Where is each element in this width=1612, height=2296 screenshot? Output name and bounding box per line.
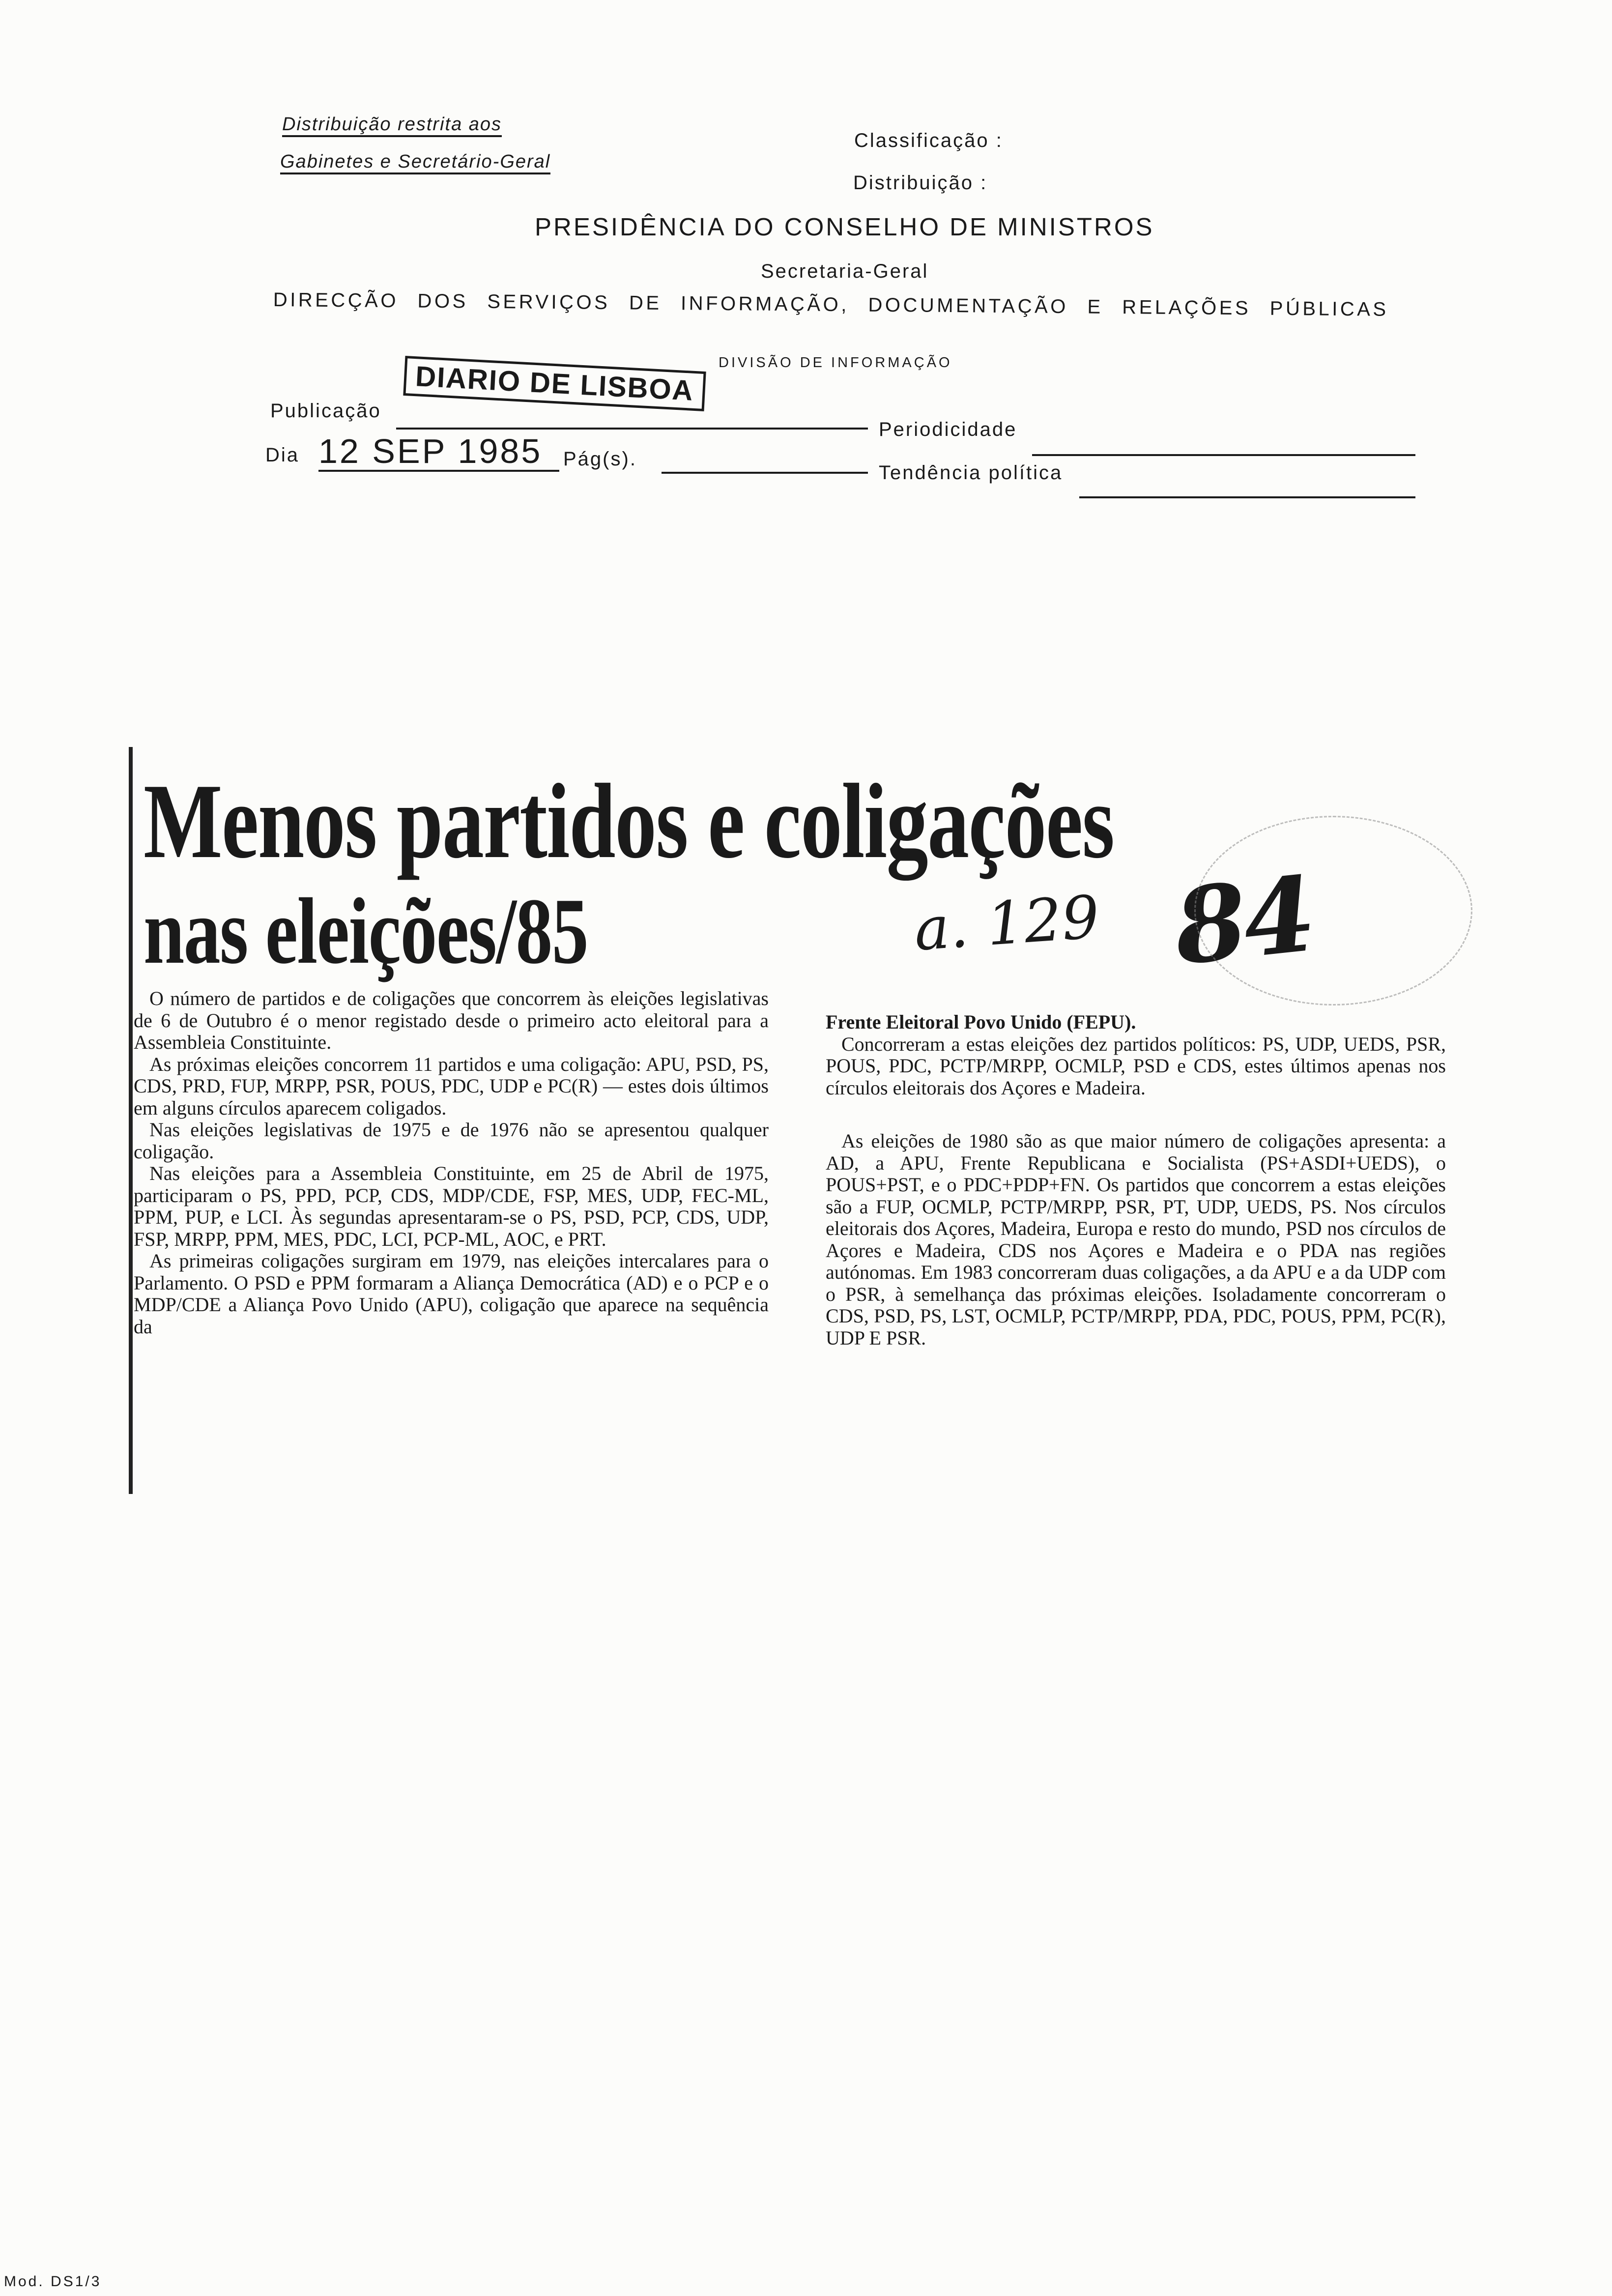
political-tendency-label: Tendência política [879,462,1063,484]
secretariat-title: Secretaria-Geral [761,260,929,282]
article-paragraph: Nas eleições legislativas de 1975 e de 1976 não se apresentou qualquer coligação. [134,1119,769,1163]
restricted-distribution-line2: Gabinetes e Secretário-Geral [280,151,550,174]
periodicity-field [1032,454,1415,456]
periodicity-label: Periodicidade [879,419,1017,440]
article-paragraph: As próximas eleições concorrem 11 partidos e uma coligação: APU, PSD, PS, CDS, PRD, FUP, MRPP, PSR, POUS, PDC, UDP e PC(R) — estes dois últimos em alguns círculos aparecem coligados. [134,1053,769,1119]
publication-stamp [403,356,706,411]
division-title: DIVISÃO DE INFORMAÇÃO [719,355,952,371]
article-paragraph: As primeiras coligações surgiram em 1979, nas eleições intercalares para o Parlamento. O PSD e PPM formaram a Aliança Democrática (AD) e o PCP e o MDP/CDE a Aliança Povo Unido (APU), coligação que aparece na sequência da [134,1250,769,1338]
day-label: Dia [265,444,300,466]
article-paragraph: Frente Eleitoral Povo Unido (FEPU). [826,1011,1136,1033]
article-paragraph: Concorreram a estas eleições dez partidos políticos: PS, UDP, UEDS, PSR, POUS, PDC, PCTP/MRPP, OCMLP, PSD e CDS, estes últimos apenas nos círculos eleitorais dos Açores e Madeira. [826,1033,1446,1099]
article-paragraph: As eleições de 1980 são as que maior número de coligações apresenta: a AD, a APU, Frente Republicana e Socialista (PS+ASDI+UEDS), o POUS+PST, e o PDC+PDP+FN. Os partidos que concorrem a estas eleições são a FUP, OCMLP, PCTP/MRPP, PSR, PT, UDP, UEDS, PS. Nos círculos eleitorais dos Açores, Madeira, Europa e resto do mundo, PSD nos círculos de Açores e Madeira, CDS nos Açores e Madeira e o PDA nas regiões autónomas. Em 1983 concorreram duas coligações, a da APU e a da UDP com o PSR, à semelhança das próximas eleições. Isoladamente concorreram o CDS, PSD, PS, LST, OCMLP, PCTP/MRPP, PDA, PDC, POUS, PPM, PC(R), UDP E PSR. [826,1130,1446,1349]
article-paragraph: O número de partidos e de coligações que concorrem às eleições legislativas de 6 de Outubro é o menor registado desde o primeiro acto eleitoral para a Assembleia Constituinte. [134,987,769,1053]
publication-field [396,428,868,430]
directorate-title: DIRECÇÃO DOS SERVIÇOS DE INFORMAÇÃO, DOCUMENTAÇÃO E RELAÇÕES PÚBLICAS [273,289,1389,320]
publication-label: Publicação [270,400,381,422]
restricted-distribution-line1: Distribuição restrita aos [282,114,502,137]
article-paragraph: Nas eleições para a Assembleia Constituinte, em 25 de Abril de 1975, participaram o PS, PPD, PCP, CDS, MDP/CDE, FSP, MES, UDP, FEC-ML, PPM, PUP, e LCI. Às segundas apresentaram-se o PS, PSD, PCP, CDS, UDP, FSP, MRPP, PPM, MES, PDC, LCI, PCP-ML, AOC, e PRT. [134,1162,769,1250]
pages-label: Pág(s). [563,448,637,470]
publication-stamp-text: DIARIO DE LISBOA [414,360,695,407]
political-tendency-field [1079,496,1415,498]
handwritten-number: 84 [1168,853,1319,988]
day-value: 12 SEP 1985 [318,432,559,472]
headline-line1: Menos partidos e coligações [144,762,1114,881]
pages-field [662,472,868,474]
clipping-left-border [129,747,133,1494]
handwritten-note: a. 129 [912,883,1102,964]
headline-line2: nas eleições/85 [144,879,588,983]
article-right-column [826,1011,1446,1349]
institution-title: PRESIDÊNCIA DO CONSELHO DE MINISTROS [535,213,1154,241]
faded-stamp-mark [1194,816,1472,1005]
article-left-column [134,988,769,1338]
model-code: Mod. DS1/3 [4,2273,102,2290]
distribution-label: Distribuição : [853,172,988,194]
classification-label: Classificação : [854,130,1003,151]
